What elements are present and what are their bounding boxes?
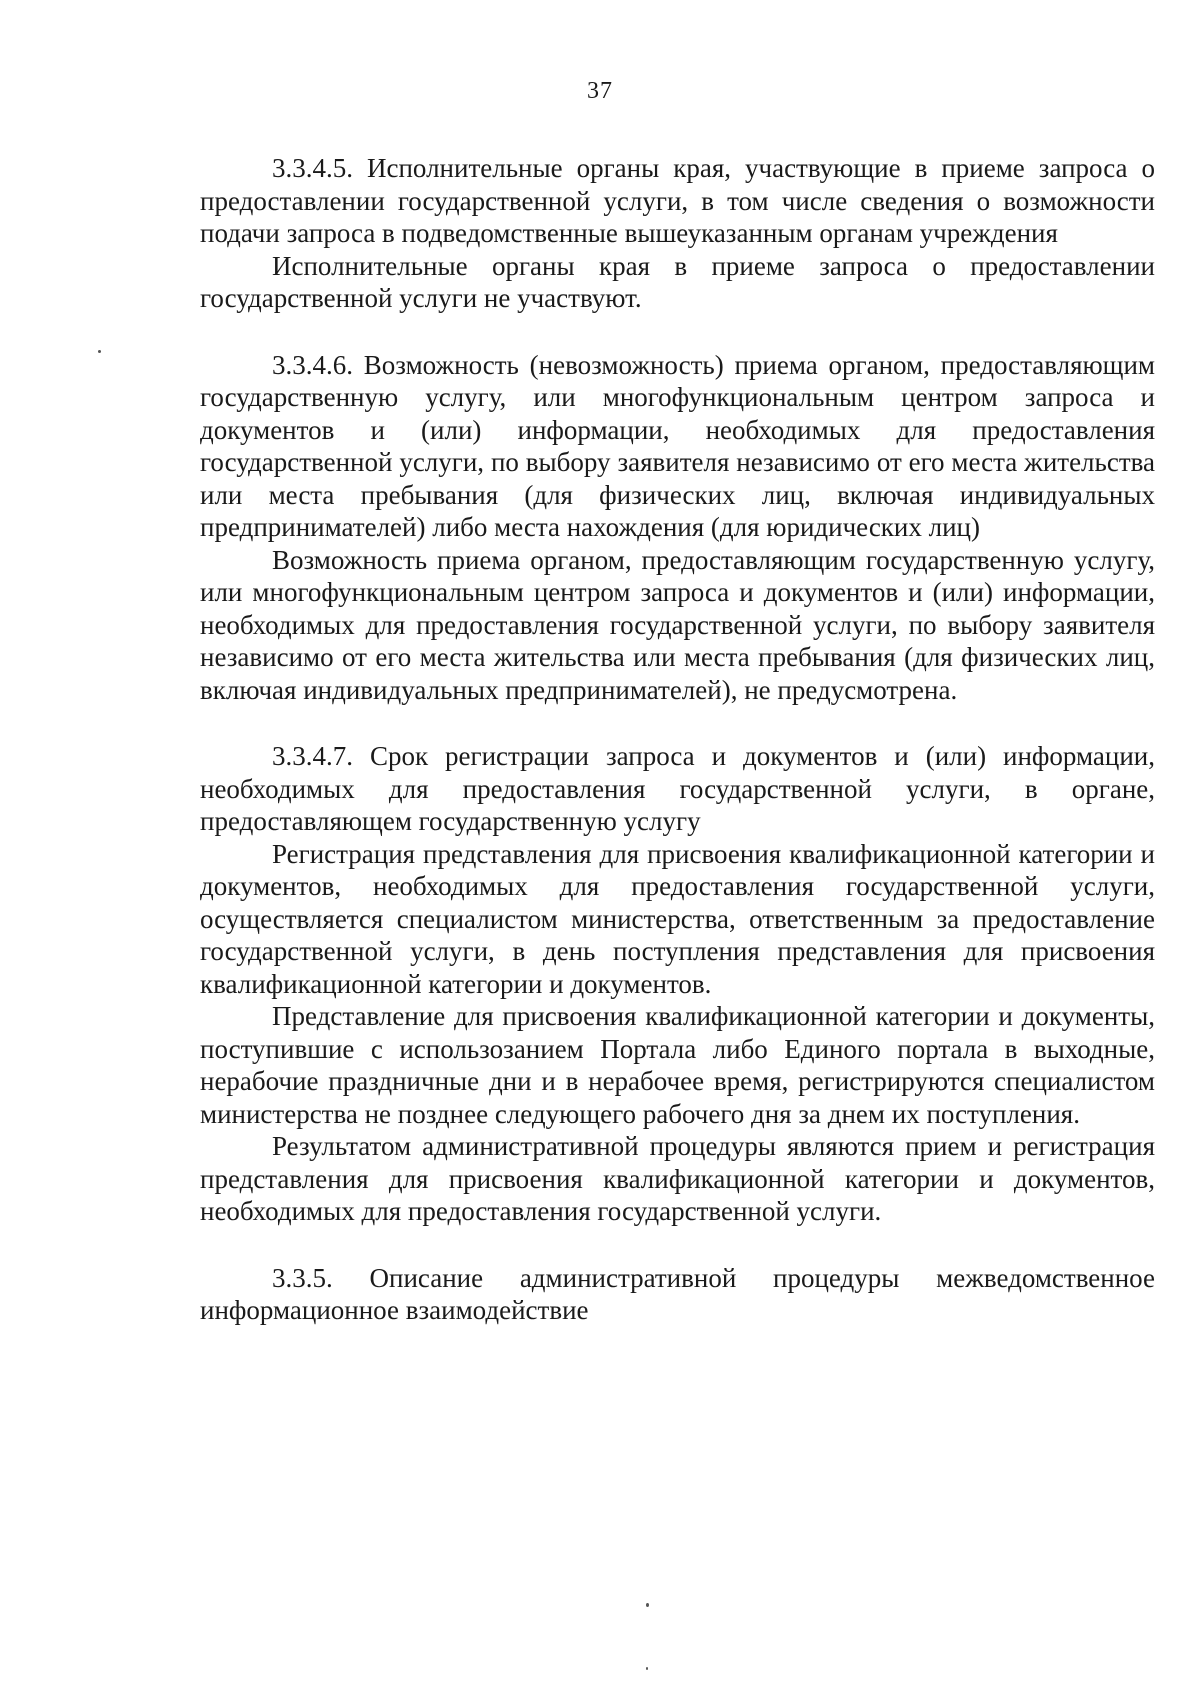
paragraph-gap [200, 1228, 1155, 1262]
section-heading-3-3-5: 3.3.5. Описание административной процедуры межведомственное информационное взаимодействие [200, 1262, 1155, 1325]
section-heading-3-3-4-5: 3.3.4.5. Исполнительные органы края, участвующие в приеме запроса о предоставлении государственной услуги, в том числе сведения о возможности подачи запроса в подведомственные вышеуказанным органам учреждения [200, 153, 1155, 248]
paragraph: Результатом административной процедуры являются прием и регистрация представления для присвоения квалификационной категории и документов, необходимых для предоставления государственной услуги. [200, 1131, 1155, 1226]
scan-speck [98, 350, 101, 353]
paragraph: Возможность приема органом, предоставляющим государственную услугу, или многофункциональным центром запроса и документов и (или) информации, необходимых для предоставления государственной услуги, по выбору заявителя независимо от его места жительства или места пребывания (для физических лиц, включая индивидуальных предпринимателей), не предусмотрена. [200, 544, 1155, 705]
scan-speck [646, 1603, 649, 1607]
page-number: 37 [587, 78, 613, 104]
paragraph-gap [200, 315, 1155, 349]
scan-speck [646, 1667, 648, 1670]
paragraph: Регистрация представления для присвоения квалификационной категории и документов, необходимых для предоставления государственной услуги, осуществляется специалистом министерства, ответственным за предоставление государственной услуги, в день поступления представления для присвоения квалификационной категории и документов. [200, 838, 1155, 999]
document-body [200, 152, 1155, 1327]
paragraph: Представление для присвоения квалификационной категории и документы, поступившие с использозанием Портала либо Единого портала в выходные, нерабочие праздничные дни и в нерабочее время, регистрируются специалистом министерства не позднее следующего рабочего дня за днем их поступления. [200, 1001, 1155, 1129]
paragraph-gap [200, 706, 1155, 740]
section-heading-3-3-4-6: 3.3.4.6. Возможность (невозможность) приема органом, предоставляющим государственную услугу, или многофункциональным центром запроса и документов и (или) информации, необходимых для предоставления государственной услуги, по выбору заявителя независимо от его места жительства или места пребывания (для физических лиц, включая индивидуальных предпринимателей) либо места нахождения (для юридических лиц) [200, 349, 1155, 542]
section-heading-3-3-4-7: 3.3.4.7. Срок регистрации запроса и документов и (или) информации, необходимых для предоставления государственной услуги, в органе, предоставляющем государственную услугу [200, 741, 1155, 836]
paragraph: Исполнительные органы края в приеме запроса о предоставлении государственной услуги не участвуют. [200, 250, 1155, 313]
